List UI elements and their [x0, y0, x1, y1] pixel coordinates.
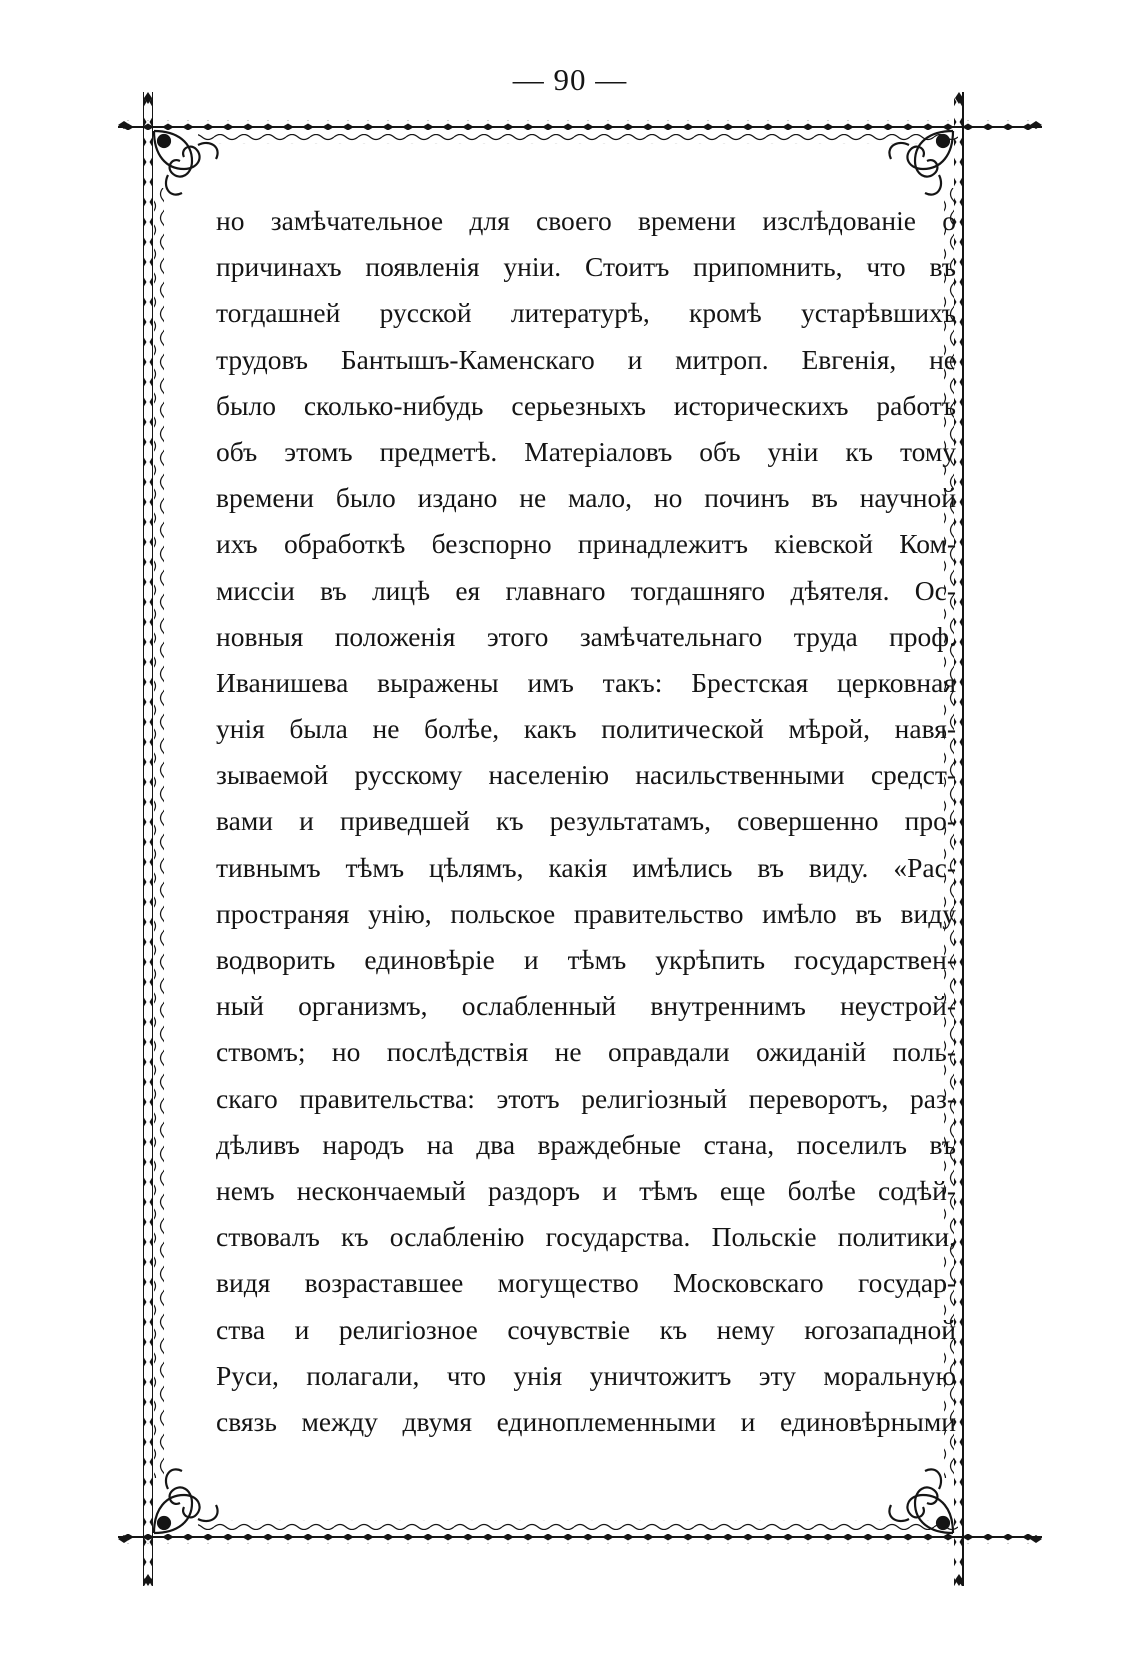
text-line: зываемой русскому населенію насильственными средст- — [216, 759, 956, 791]
text-line: миссіи въ лицѣ ея главнаго тогдашняго дѣятеля. Ос- — [216, 574, 956, 606]
text-line: ствомъ; но послѣдствія не оправдали ожиданій поль- — [216, 1036, 956, 1068]
text-line: Иванишева выражены имъ такъ: Брестская церковная — [216, 666, 956, 698]
text-line: ствовалъ къ ослабленію государства. Польскіе политики, — [216, 1221, 956, 1253]
body-text — [216, 198, 956, 1445]
text-line: времени было издано не мало, но починъ въ научной — [216, 482, 956, 514]
text-line: скаго правительства: этотъ религіозный переворотъ, раз- — [216, 1082, 956, 1114]
text-line: пространяя унію, польское правительство имѣло въ виду — [216, 897, 956, 929]
text-line: тогдашней русской литературѣ, кромѣ устарѣвшихъ — [216, 297, 956, 329]
text-line: ства и религіозное сочувствіе къ нему югозападной — [216, 1313, 956, 1345]
text-line: было сколько-нибудь серьезныхъ историческихъ работъ — [216, 389, 956, 421]
text-line: видя возраставшее могущество Московскаго государ- — [216, 1267, 956, 1299]
text-line: дѣливъ народъ на два враждебные стана, поселилъ въ — [216, 1128, 956, 1160]
text-line: водворить единовѣріе и тѣмъ укрѣпить государствен- — [216, 944, 956, 975]
text-line: объ этомъ предметѣ. Матеріаловъ объ уніи къ тому — [216, 435, 956, 467]
page-number: — 90 — — [512, 62, 628, 97]
text-line: вами и приведшей къ результатамъ, совершенно про- — [216, 805, 956, 837]
text-line: ный организмъ, ослабленный внутреннимъ неустрой- — [216, 990, 956, 1022]
text-line: ихъ обработкѣ безспорно принадлежитъ кіевской Ком- — [216, 528, 956, 560]
text-line: новныя положенія этого замѣчательнаго труда проф. — [216, 620, 956, 652]
text-line: причинахъ появленія уніи. Стоитъ припомнить, что въ — [216, 251, 956, 283]
text-line: трудовъ Бантышъ-Каменскаго и митроп. Евгенія, не — [216, 343, 956, 375]
text-line: тивнымъ тѣмъ цѣлямъ, какія имѣлись въ виду. «Рас- — [216, 851, 956, 883]
text-line: но замѣчательное для своего времени изслѣдованіе о — [216, 205, 956, 236]
text-line: унія была не болѣе, какъ политической мѣрой, навя- — [216, 713, 956, 745]
text-line: Руси, полагали, что унія уничтожитъ эту моральную — [216, 1359, 956, 1391]
text-line: немъ нескончаемый раздоръ и тѣмъ еще болѣе содѣй- — [216, 1174, 956, 1206]
text-line: связь между двумя единоплеменными и единовѣрными — [216, 1405, 956, 1437]
